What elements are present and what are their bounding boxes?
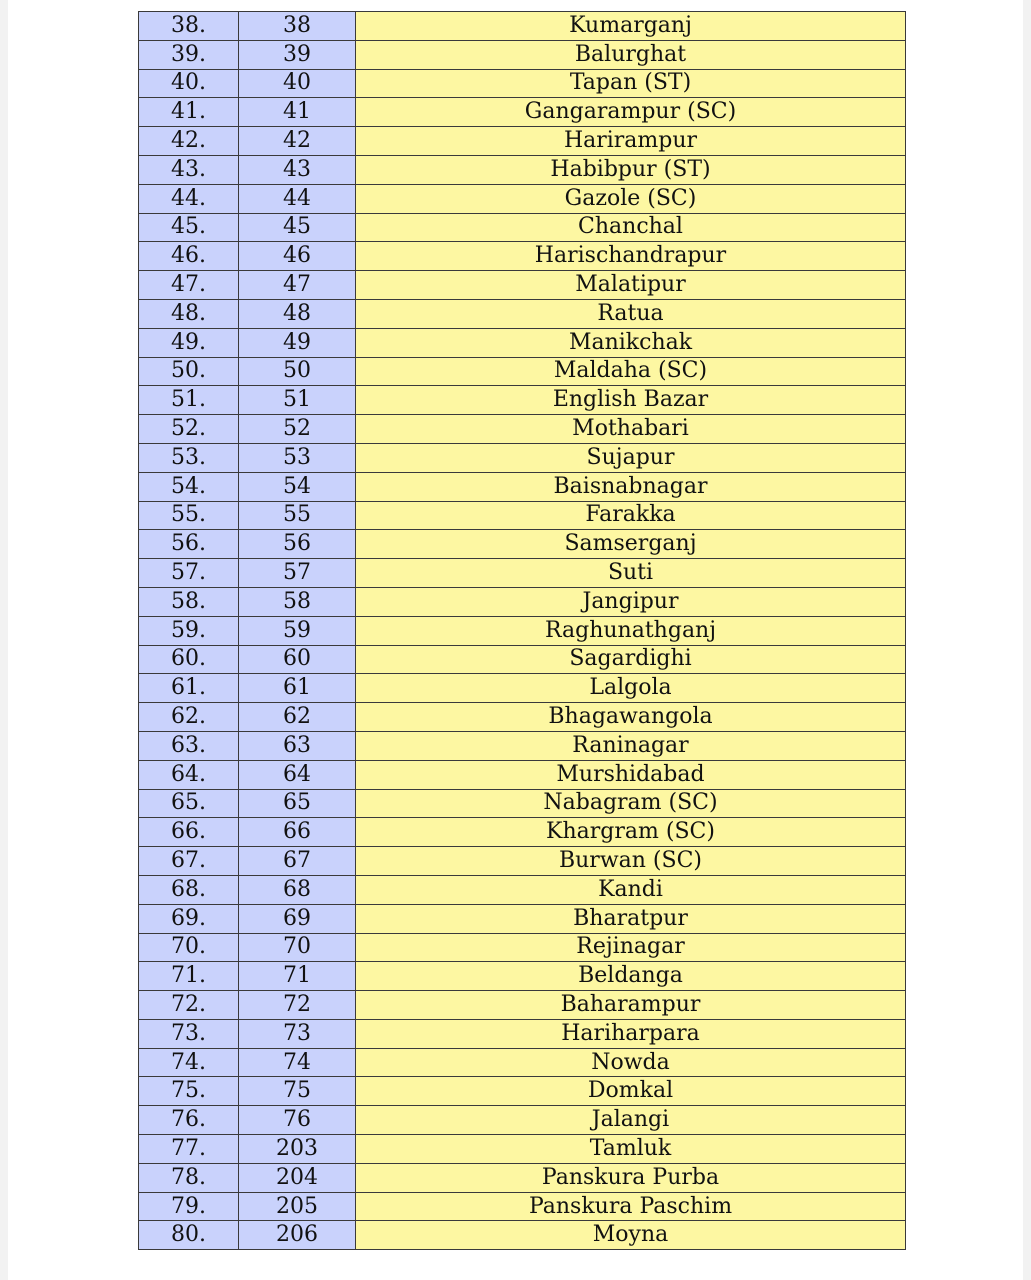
constituency-name-cell: Beldanga [356, 962, 906, 991]
table-row [139, 587, 906, 616]
constituency-name-cell: Malatipur [356, 271, 906, 300]
constituency-name-cell: Manikchak [356, 328, 906, 357]
table-row [139, 1106, 906, 1135]
table-row [139, 1019, 906, 1048]
constituency-number-cell: 51 [239, 386, 356, 415]
table-row [139, 645, 906, 674]
serial-number-cell: 68. [139, 875, 239, 904]
constituency-name-cell: Farakka [356, 501, 906, 530]
constituency-number-cell: 49 [239, 328, 356, 357]
table-row [139, 933, 906, 962]
constituency-number-cell: 67 [239, 847, 356, 876]
constituency-number-cell: 61 [239, 674, 356, 703]
constituency-name-cell: Rejinagar [356, 933, 906, 962]
table-row [139, 127, 906, 156]
table-row [139, 703, 906, 732]
serial-number-cell: 41. [139, 98, 239, 127]
table-row [139, 357, 906, 386]
constituency-number-cell: 71 [239, 962, 356, 991]
constituency-name-cell: Khargram (SC) [356, 818, 906, 847]
serial-number-cell: 80. [139, 1221, 239, 1250]
constituency-name-cell: Kandi [356, 875, 906, 904]
table-row [139, 559, 906, 588]
serial-number-cell: 64. [139, 760, 239, 789]
table-row [139, 242, 906, 271]
table-row [139, 616, 906, 645]
serial-number-cell: 49. [139, 328, 239, 357]
serial-number-cell: 39. [139, 40, 239, 69]
constituency-number-cell: 64 [239, 760, 356, 789]
table-row [139, 760, 906, 789]
serial-number-cell: 76. [139, 1106, 239, 1135]
table-row [139, 213, 906, 242]
serial-number-cell: 69. [139, 904, 239, 933]
constituency-name-cell: Gangarampur (SC) [356, 98, 906, 127]
constituency-name-cell: Tamluk [356, 1135, 906, 1164]
constituency-name-cell: Harischandrapur [356, 242, 906, 271]
table-row [139, 69, 906, 98]
constituency-number-cell: 56 [239, 530, 356, 559]
serial-number-cell: 38. [139, 12, 239, 41]
constituency-number-cell: 62 [239, 703, 356, 732]
constituency-name-cell: Kumarganj [356, 12, 906, 41]
table-row [139, 12, 906, 41]
table-row [139, 875, 906, 904]
table-row [139, 501, 906, 530]
constituency-name-cell: Sujapur [356, 443, 906, 472]
constituency-number-cell: 74 [239, 1048, 356, 1077]
table-row [139, 1163, 906, 1192]
serial-number-cell: 40. [139, 69, 239, 98]
constituency-number-cell: 59 [239, 616, 356, 645]
constituency-name-cell: Harirampur [356, 127, 906, 156]
serial-number-cell: 75. [139, 1077, 239, 1106]
table-row [139, 962, 906, 991]
constituency-name-cell: Lalgola [356, 674, 906, 703]
constituency-name-cell: Jalangi [356, 1106, 906, 1135]
constituency-name-cell: Raghunathganj [356, 616, 906, 645]
serial-number-cell: 53. [139, 443, 239, 472]
serial-number-cell: 54. [139, 472, 239, 501]
constituency-number-cell: 58 [239, 587, 356, 616]
serial-number-cell: 61. [139, 674, 239, 703]
constituency-table [138, 11, 906, 1250]
table-row [139, 443, 906, 472]
constituency-number-cell: 46 [239, 242, 356, 271]
constituency-name-cell: Maldaha (SC) [356, 357, 906, 386]
serial-number-cell: 72. [139, 991, 239, 1020]
serial-number-cell: 79. [139, 1192, 239, 1221]
serial-number-cell: 63. [139, 731, 239, 760]
serial-number-cell: 62. [139, 703, 239, 732]
serial-number-cell: 77. [139, 1135, 239, 1164]
serial-number-cell: 47. [139, 271, 239, 300]
table-row [139, 184, 906, 213]
constituency-name-cell: Baharampur [356, 991, 906, 1020]
constituency-number-cell: 45 [239, 213, 356, 242]
constituency-name-cell: Nabagram (SC) [356, 789, 906, 818]
serial-number-cell: 52. [139, 415, 239, 444]
serial-number-cell: 70. [139, 933, 239, 962]
constituency-name-cell: Sagardighi [356, 645, 906, 674]
constituency-number-cell: 57 [239, 559, 356, 588]
table-row [139, 98, 906, 127]
serial-number-cell: 74. [139, 1048, 239, 1077]
table-body [139, 12, 906, 1250]
constituency-number-cell: 69 [239, 904, 356, 933]
constituency-name-cell: Panskura Paschim [356, 1192, 906, 1221]
serial-number-cell: 67. [139, 847, 239, 876]
serial-number-cell: 56. [139, 530, 239, 559]
constituency-number-cell: 72 [239, 991, 356, 1020]
table-row [139, 386, 906, 415]
serial-number-cell: 44. [139, 184, 239, 213]
serial-number-cell: 45. [139, 213, 239, 242]
serial-number-cell: 48. [139, 299, 239, 328]
constituency-name-cell: Ratua [356, 299, 906, 328]
constituency-name-cell: Moyna [356, 1221, 906, 1250]
serial-number-cell: 66. [139, 818, 239, 847]
constituency-number-cell: 65 [239, 789, 356, 818]
table-row [139, 299, 906, 328]
constituency-number-cell: 48 [239, 299, 356, 328]
constituency-number-cell: 52 [239, 415, 356, 444]
serial-number-cell: 57. [139, 559, 239, 588]
constituency-name-cell: Suti [356, 559, 906, 588]
constituency-name-cell: Baisnabnagar [356, 472, 906, 501]
table-row [139, 271, 906, 300]
constituency-number-cell: 206 [239, 1221, 356, 1250]
serial-number-cell: 73. [139, 1019, 239, 1048]
constituency-name-cell: Murshidabad [356, 760, 906, 789]
serial-number-cell: 78. [139, 1163, 239, 1192]
table-row [139, 530, 906, 559]
constituency-name-cell: English Bazar [356, 386, 906, 415]
table-row [139, 415, 906, 444]
constituency-number-cell: 43 [239, 155, 356, 184]
constituency-number-cell: 54 [239, 472, 356, 501]
constituency-number-cell: 60 [239, 645, 356, 674]
serial-number-cell: 58. [139, 587, 239, 616]
constituency-name-cell: Samserganj [356, 530, 906, 559]
constituency-name-cell: Chanchal [356, 213, 906, 242]
constituency-name-cell: Balurghat [356, 40, 906, 69]
constituency-name-cell: Burwan (SC) [356, 847, 906, 876]
constituency-number-cell: 47 [239, 271, 356, 300]
constituency-number-cell: 40 [239, 69, 356, 98]
constituency-name-cell: Hariharpara [356, 1019, 906, 1048]
constituency-number-cell: 76 [239, 1106, 356, 1135]
constituency-name-cell: Panskura Purba [356, 1163, 906, 1192]
constituency-number-cell: 44 [239, 184, 356, 213]
constituency-number-cell: 203 [239, 1135, 356, 1164]
table-row [139, 472, 906, 501]
constituency-name-cell: Gazole (SC) [356, 184, 906, 213]
constituency-number-cell: 39 [239, 40, 356, 69]
constituency-name-cell: Raninagar [356, 731, 906, 760]
constituency-number-cell: 68 [239, 875, 356, 904]
constituency-number-cell: 50 [239, 357, 356, 386]
table-row [139, 40, 906, 69]
constituency-name-cell: Bharatpur [356, 904, 906, 933]
constituency-number-cell: 204 [239, 1163, 356, 1192]
table-row [139, 904, 906, 933]
constituency-number-cell: 73 [239, 1019, 356, 1048]
table-row [139, 789, 906, 818]
constituency-number-cell: 70 [239, 933, 356, 962]
table-row [139, 1048, 906, 1077]
constituency-number-cell: 205 [239, 1192, 356, 1221]
constituency-name-cell: Domkal [356, 1077, 906, 1106]
table-row [139, 155, 906, 184]
constituency-number-cell: 53 [239, 443, 356, 472]
constituency-name-cell: Nowda [356, 1048, 906, 1077]
constituency-name-cell: Bhagawangola [356, 703, 906, 732]
table-row [139, 1077, 906, 1106]
serial-number-cell: 55. [139, 501, 239, 530]
serial-number-cell: 46. [139, 242, 239, 271]
serial-number-cell: 51. [139, 386, 239, 415]
table-row [139, 1192, 906, 1221]
constituency-number-cell: 55 [239, 501, 356, 530]
table-row [139, 328, 906, 357]
constituency-name-cell: Jangipur [356, 587, 906, 616]
table-row [139, 847, 906, 876]
serial-number-cell: 65. [139, 789, 239, 818]
constituency-name-cell: Habibpur (ST) [356, 155, 906, 184]
constituency-number-cell: 42 [239, 127, 356, 156]
constituency-name-cell: Tapan (ST) [356, 69, 906, 98]
serial-number-cell: 71. [139, 962, 239, 991]
serial-number-cell: 42. [139, 127, 239, 156]
constituency-number-cell: 75 [239, 1077, 356, 1106]
table-row [139, 1135, 906, 1164]
serial-number-cell: 59. [139, 616, 239, 645]
serial-number-cell: 60. [139, 645, 239, 674]
table-row [139, 731, 906, 760]
table-row [139, 818, 906, 847]
serial-number-cell: 50. [139, 357, 239, 386]
constituency-number-cell: 63 [239, 731, 356, 760]
table-row [139, 674, 906, 703]
table-row [139, 1221, 906, 1250]
constituency-number-cell: 66 [239, 818, 356, 847]
table-row [139, 991, 906, 1020]
document-page [8, 0, 1023, 1280]
constituency-number-cell: 38 [239, 12, 356, 41]
constituency-number-cell: 41 [239, 98, 356, 127]
serial-number-cell: 43. [139, 155, 239, 184]
constituency-name-cell: Mothabari [356, 415, 906, 444]
